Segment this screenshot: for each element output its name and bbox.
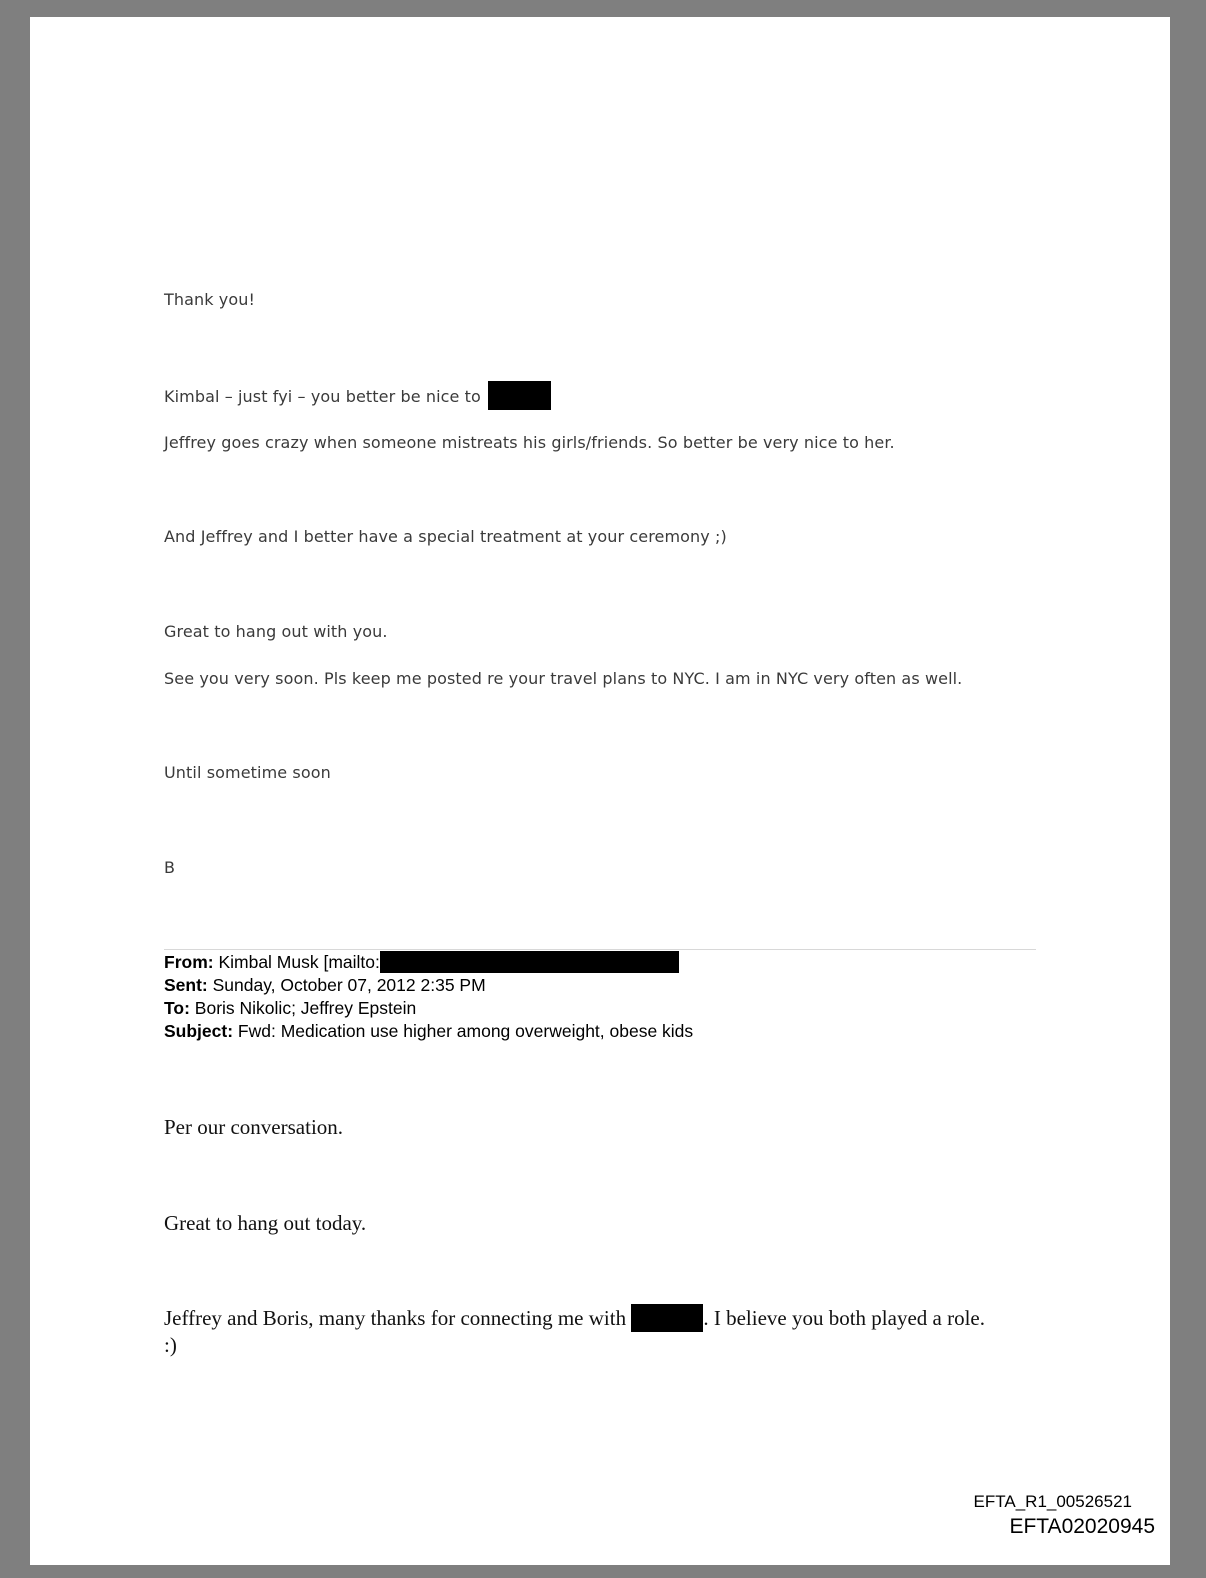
header-to-label: To: xyxy=(164,998,190,1018)
original-smiley: :) xyxy=(164,1333,177,1357)
reply-hangout-line: Great to hang out with you. xyxy=(164,622,388,641)
reply-ceremony-line: And Jeffrey and I better have a special treatment at your ceremony ;) xyxy=(164,527,727,546)
redaction-box xyxy=(380,951,679,973)
header-from-line xyxy=(164,952,679,973)
original-thanks-text: Jeffrey and Boris, many thanks for connecting me with xyxy=(164,1306,627,1330)
header-to-line xyxy=(164,998,416,1019)
header-subject-line xyxy=(164,1021,693,1042)
redaction-box xyxy=(488,381,551,410)
reply-signoff: B xyxy=(164,858,176,877)
header-sent-line xyxy=(164,975,486,996)
bates-stamp-r1: EFTA_R1_00526521 xyxy=(973,1492,1132,1511)
header-subject-value: Fwd: Medication use higher among overweight, obese kids xyxy=(237,1021,694,1041)
header-subject-label: Subject: xyxy=(164,1021,234,1041)
reply-jeffrey-line: Jeffrey goes crazy when someone mistreats his girls/friends. So better be very nice to her. xyxy=(164,433,895,452)
header-from-label: From: xyxy=(164,952,214,972)
reply-until-line: Until sometime soon xyxy=(164,763,331,782)
header-sent-label: Sent: xyxy=(164,975,208,995)
header-to-value: Boris Nikolic; Jeffrey Epstein xyxy=(194,998,417,1018)
redaction-box xyxy=(631,1304,703,1332)
document-page xyxy=(30,17,1170,1565)
original-per-conversation: Per our conversation. xyxy=(164,1115,344,1139)
reply-see-you-line: See you very soon. Pls keep me posted re your travel plans to NYC. I am in NYC very often as well. xyxy=(164,669,963,688)
original-thanks-suffix: . I believe you both played a role. xyxy=(703,1306,985,1330)
original-thanks-line xyxy=(164,1306,985,1332)
original-great-today: Great to hang out today. xyxy=(164,1211,367,1235)
header-divider xyxy=(164,949,1036,950)
reply-kimbal-line xyxy=(164,385,551,410)
reply-kimbal-text: Kimbal – just fyi – you better be nice to xyxy=(164,387,481,406)
header-sent-value: Sunday, October 07, 2012 2:35 PM xyxy=(212,975,486,995)
reply-thanks-line: Thank you! xyxy=(164,290,256,309)
header-from-value: Kimbal Musk [mailto: xyxy=(218,952,380,972)
bates-stamp: EFTA02020945 xyxy=(1009,1515,1155,1538)
